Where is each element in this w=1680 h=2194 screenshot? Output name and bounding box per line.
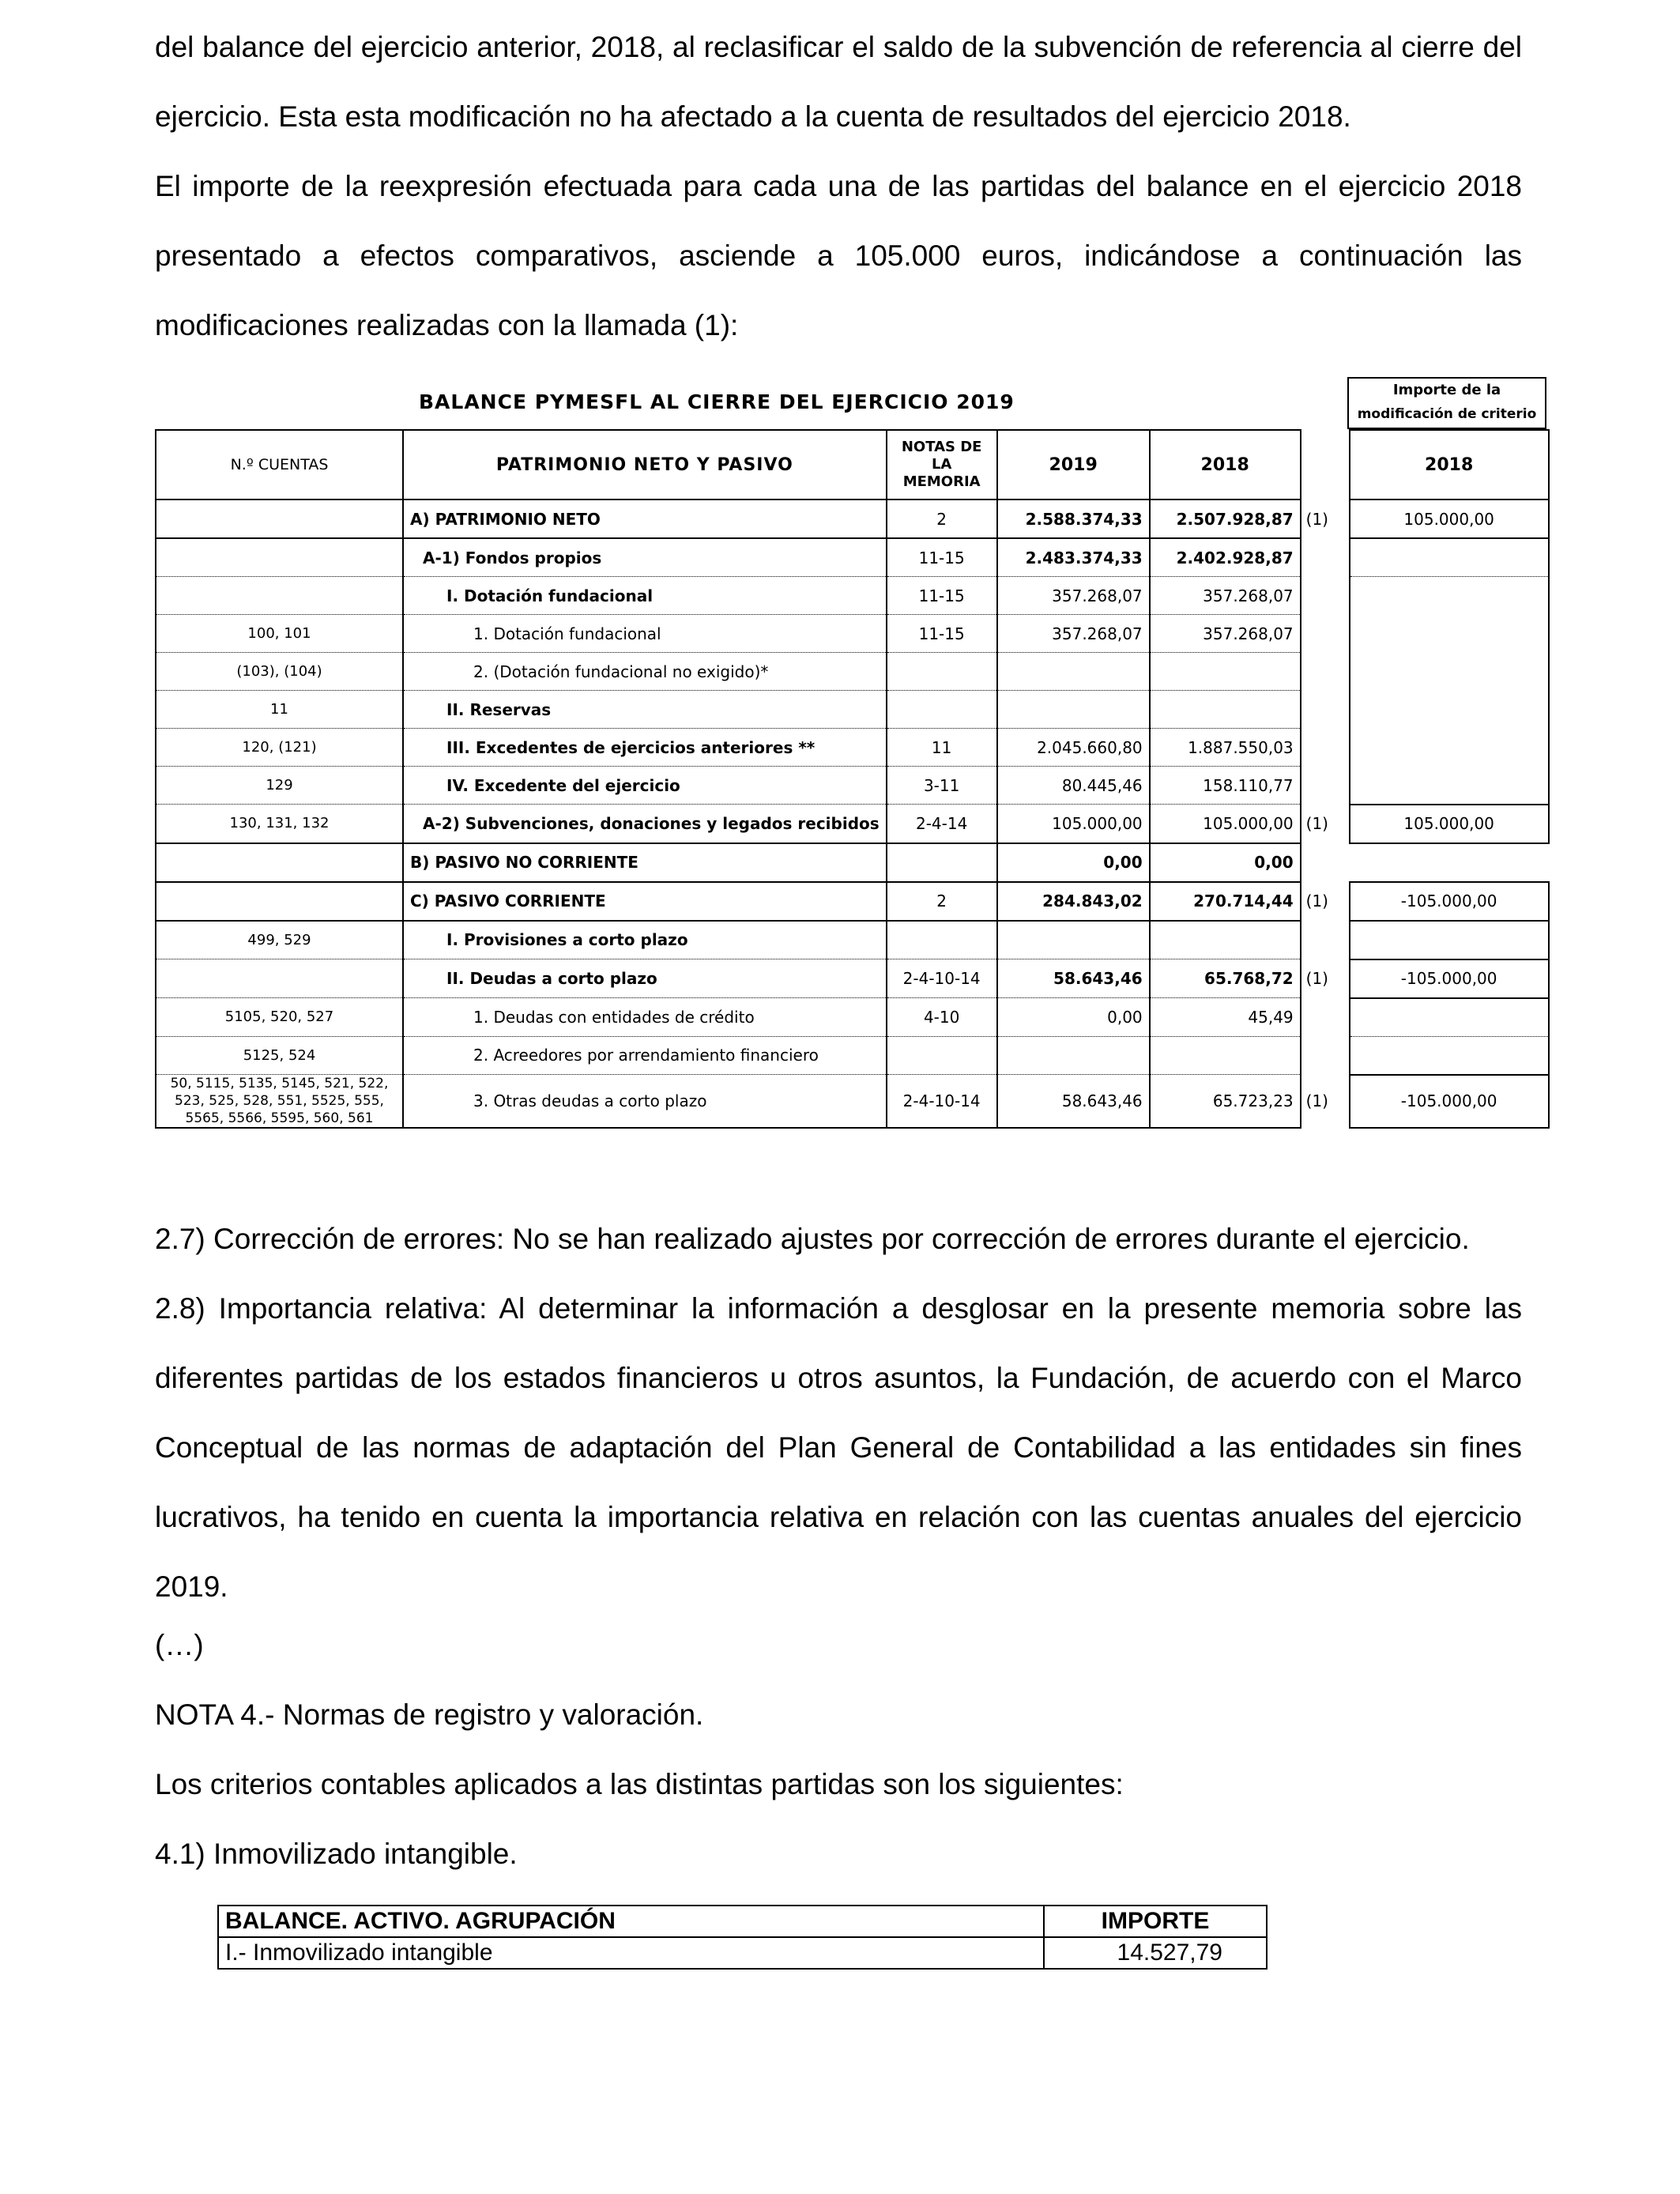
- cell-llamada: [1301, 921, 1350, 959]
- cell-notas: 2-4-10-14: [887, 1075, 997, 1129]
- cell-2018: [1150, 691, 1301, 729]
- cell-2019: 0,00: [997, 998, 1150, 1037]
- cell-partida: 2. (Dotación fundacional no exigido)*: [403, 653, 887, 691]
- balance-row: [156, 1075, 1549, 1129]
- cell-2018: 158.110,77: [1150, 767, 1301, 805]
- cell-modificacion: [1350, 767, 1549, 805]
- cell-2018: [1150, 653, 1301, 691]
- cell-modificacion: -105.000,00: [1350, 959, 1549, 998]
- cell-llamada: (1): [1305, 1091, 1328, 1111]
- cell-cuentas: [156, 882, 403, 921]
- cell-notas: 11-15: [887, 577, 997, 615]
- cell-2018: 357.268,07: [1150, 615, 1301, 653]
- cell-2018: 2.402.928,87: [1150, 538, 1301, 577]
- balance-row: [156, 691, 1549, 729]
- cell-modificacion: [1350, 538, 1549, 577]
- balance-title: BALANCE PYMESFL AL CIERRE DEL EJERCICIO 2019: [419, 390, 1015, 413]
- cell-modificacion: 105.000,00: [1350, 805, 1549, 843]
- cell-modificacion: [1350, 691, 1549, 729]
- header-notas: NOTAS DE LA MEMORIA: [887, 430, 997, 499]
- activo-header-importe: IMPORTE: [1044, 1906, 1267, 1937]
- cell-llamada: [1301, 538, 1350, 577]
- balance-row: [156, 767, 1549, 805]
- importe-header-line-1: Importe de la: [1392, 382, 1501, 398]
- cell-notas: [887, 691, 997, 729]
- cell-notas: [887, 653, 997, 691]
- cell-modificacion: -105.000,00: [1350, 1075, 1549, 1129]
- cell-modificacion: [1350, 729, 1549, 767]
- cell-notas: 11-15: [887, 538, 997, 577]
- balance-header-row: [156, 430, 1549, 499]
- cell-2018: 2.507.928,87: [1150, 499, 1301, 538]
- cell-modificacion: [1350, 998, 1549, 1037]
- cell-2018: 357.268,07: [1150, 577, 1301, 615]
- cell-partida: I. Provisiones a corto plazo: [403, 921, 887, 959]
- cell-notas: [887, 921, 997, 959]
- balance-row: [156, 882, 1549, 921]
- cell-modificacion: [1350, 577, 1549, 615]
- balance-row: [156, 615, 1549, 653]
- activo-header-label: BALANCE. ACTIVO. AGRUPACIÓN: [218, 1906, 1044, 1937]
- cell-2018: 65.723,23: [1150, 1075, 1301, 1129]
- cell-cuentas: [156, 843, 403, 882]
- cell-partida: C) PASIVO CORRIENTE: [403, 882, 887, 921]
- cell-partida: 2. Acreedores por arrendamiento financiero: [403, 1036, 887, 1075]
- cell-partida: 3. Otras deudas a corto plazo: [403, 1075, 887, 1129]
- header-2018: 2018: [1150, 430, 1301, 499]
- cell-partida: III. Excedentes de ejercicios anteriores **: [403, 729, 887, 767]
- cell-notas: 3-11: [887, 767, 997, 805]
- cell-2018: [1150, 921, 1301, 959]
- cell-cuentas: 499, 529: [156, 921, 403, 959]
- cell-llamada: [1301, 691, 1350, 729]
- cell-notas: 2-4-14: [887, 805, 997, 843]
- cell-llamada: [1301, 653, 1350, 691]
- cell-2019: 105.000,00: [997, 805, 1150, 843]
- cell-2018: 105.000,00: [1150, 805, 1301, 843]
- cell-llamada: (1): [1305, 814, 1328, 833]
- header-spacer: [1301, 430, 1350, 499]
- cell-cuentas: [156, 959, 403, 998]
- cell-2018: 0,00: [1150, 843, 1301, 882]
- cell-partida: I. Dotación fundacional: [403, 577, 887, 615]
- header-2019: 2019: [997, 430, 1150, 499]
- paragraph-2-7: 2.7) Corrección de errores: No se han realizado ajustes por corrección de errores durante el ejercicio.: [155, 1223, 1470, 1255]
- cell-notas: 2: [887, 882, 997, 921]
- header-patrimonio: PATRIMONIO NETO Y PASIVO: [403, 430, 887, 499]
- activo-table: [217, 1905, 1268, 1970]
- activo-row: [218, 1937, 1267, 1969]
- cell-llamada: [1301, 767, 1350, 805]
- intro-paragraph-2: El importe de la reexpresión efectuada para cada una de las partidas del balance en el ejercicio 2018 presentado a efectos comparativos, asciende a 105.000 euros, indicándose a continuación las modificaciones realizadas con la llamada (1):: [155, 170, 1522, 341]
- intro-paragraph-1: del balance del ejercicio anterior, 2018, al reclasificar el saldo de la subvención de referencia al cierre del ejercicio. Esta esta modificación no ha afectado a la cuenta de resultados del ejercicio 2018.: [155, 31, 1522, 133]
- header-cuentas: N.º CUENTAS: [156, 430, 403, 499]
- cell-llamada: [1301, 1036, 1350, 1075]
- cell-partida: 1. Deudas con entidades de crédito: [403, 998, 887, 1037]
- activo-header-row: [218, 1906, 1267, 1937]
- cell-2019: 357.268,07: [997, 577, 1150, 615]
- cell-partida: B) PASIVO NO CORRIENTE: [403, 843, 887, 882]
- balance-row: [156, 538, 1549, 577]
- cell-2019: 58.643,46: [997, 959, 1150, 998]
- cell-partida: II. Deudas a corto plazo: [403, 959, 887, 998]
- cell-2019: 284.843,02: [997, 882, 1150, 921]
- paragraph-2-8: 2.8) Importancia relativa: Al determinar la información a desglosar en la presente memoria sobre las diferentes partidas de los estados financieros u otros asuntos, la Fundación, de acuerdo con el Marco Conceptual de las normas de adaptación del Plan General de Contabilidad a las entidades sin fines lucrativos, ha tenido en cuenta la importancia relativa en relación con las cuentas anuales del ejercicio 2019.: [155, 1292, 1522, 1603]
- cell-notas: [887, 843, 997, 882]
- balance-table: [155, 429, 1550, 1129]
- header-mod-2018: 2018: [1350, 430, 1549, 499]
- cell-2018: 65.768,72: [1150, 959, 1301, 998]
- cell-2018: [1150, 1036, 1301, 1075]
- cell-cuentas: 5125, 524: [156, 1036, 403, 1075]
- cell-2019: [997, 691, 1150, 729]
- cell-cuentas: 100, 101: [156, 615, 403, 653]
- section-4-1-heading: 4.1) Inmovilizado intangible.: [155, 1838, 518, 1870]
- ellipsis: (…): [155, 1629, 204, 1661]
- cell-modificacion: -105.000,00: [1350, 882, 1549, 921]
- cell-notas: 11: [887, 729, 997, 767]
- cell-cuentas: 120, (121): [156, 729, 403, 767]
- cell-modificacion: [1350, 921, 1549, 959]
- importe-modificacion-header: [1347, 377, 1546, 429]
- cell-modificacion: [1350, 615, 1549, 653]
- cell-2019: 80.445,46: [997, 767, 1150, 805]
- cell-2019: 0,00: [997, 843, 1150, 882]
- cell-2018: 45,49: [1150, 998, 1301, 1037]
- cell-2018: 1.887.550,03: [1150, 729, 1301, 767]
- cell-modificacion: 105.000,00: [1350, 499, 1549, 538]
- cell-cuentas: [156, 577, 403, 615]
- balance-row: [156, 729, 1549, 767]
- cell-cuentas: 130, 131, 132: [156, 805, 403, 843]
- cell-2019: 2.588.374,33: [997, 499, 1150, 538]
- cell-2019: 58.643,46: [997, 1075, 1150, 1129]
- cell-2019: [997, 921, 1150, 959]
- cell-llamada: (1): [1305, 969, 1328, 988]
- balance-row: [156, 1036, 1549, 1075]
- cell-partida: A-1) Fondos propios: [403, 538, 887, 577]
- balance-row: [156, 499, 1549, 538]
- importe-header-line-2: modificación de criterio: [1357, 406, 1537, 422]
- cell-2019: 2.483.374,33: [997, 538, 1150, 577]
- cell-modificacion: [1350, 843, 1549, 882]
- cell-llamada: (1): [1305, 892, 1328, 910]
- cell-modificacion: [1350, 1036, 1549, 1075]
- cell-llamada: [1301, 729, 1350, 767]
- cell-cuentas: 11: [156, 691, 403, 729]
- cell-cuentas: [156, 538, 403, 577]
- activo-row-label: I.- Inmovilizado intangible: [218, 1937, 1044, 1969]
- cell-cuentas: 50, 5115, 5135, 5145, 521, 522, 523, 525, 528, 551, 5525, 555, 5565, 5566, 5595, 560, 561: [156, 1075, 403, 1129]
- cell-notas: 2: [887, 499, 997, 538]
- cell-partida: II. Reservas: [403, 691, 887, 729]
- cell-2019: 2.045.660,80: [997, 729, 1150, 767]
- cell-cuentas: 5105, 520, 527: [156, 998, 403, 1037]
- cell-partida: A-2) Subvenciones, donaciones y legados recibidos: [403, 805, 887, 843]
- cell-partida: 1. Dotación fundacional: [403, 615, 887, 653]
- balance-row: [156, 653, 1549, 691]
- activo-row-importe: 14.527,79: [1044, 1937, 1267, 1969]
- cell-2019: [997, 1036, 1150, 1075]
- cell-partida: IV. Excedente del ejercicio: [403, 767, 887, 805]
- balance-row: [156, 998, 1549, 1037]
- cell-notas: 11-15: [887, 615, 997, 653]
- cell-partida: A) PATRIMONIO NETO: [403, 499, 887, 538]
- balance-row: [156, 959, 1549, 998]
- cell-2019: 357.268,07: [997, 615, 1150, 653]
- cell-notas: 2-4-10-14: [887, 959, 997, 998]
- cell-notas: 4-10: [887, 998, 997, 1037]
- balance-row: [156, 921, 1549, 959]
- cell-2018: 270.714,44: [1150, 882, 1301, 921]
- cell-cuentas: 129: [156, 767, 403, 805]
- balance-row: [156, 805, 1549, 843]
- cell-llamada: [1301, 615, 1350, 653]
- criterios-text: Los criterios contables aplicados a las distintas partidas son los siguientes:: [155, 1768, 1124, 1800]
- nota-4-heading: NOTA 4.- Normas de registro y valoración.: [155, 1698, 704, 1731]
- balance-row: [156, 577, 1549, 615]
- cell-llamada: (1): [1305, 509, 1328, 529]
- cell-llamada: [1301, 843, 1350, 882]
- cell-notas: [887, 1036, 997, 1075]
- balance-row: [156, 843, 1549, 882]
- cell-cuentas: [156, 499, 403, 538]
- cell-2019: [997, 653, 1150, 691]
- cell-modificacion: [1350, 653, 1549, 691]
- cell-llamada: [1301, 998, 1350, 1037]
- cell-cuentas: (103), (104): [156, 653, 403, 691]
- cell-llamada: [1301, 577, 1350, 615]
